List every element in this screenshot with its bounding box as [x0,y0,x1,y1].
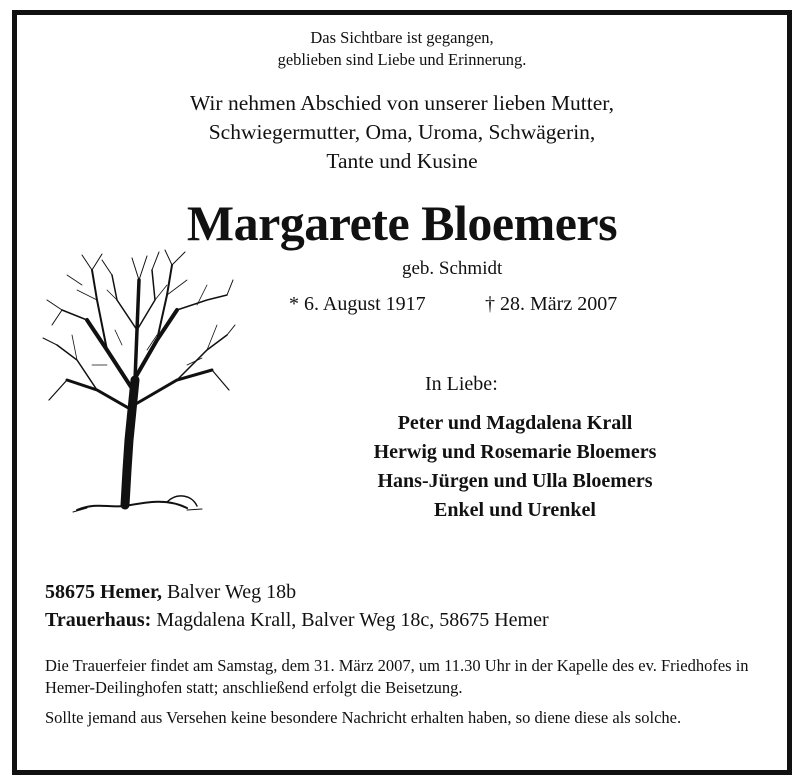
notice-info: Sollte jemand aus Versehen keine besondere Nachricht erhalten haben, so diene diese als solche. [45,708,682,727]
mourners-list [245,409,785,525]
motto-line-2: geblieben sind Liebe und Erinnerung. [277,50,527,69]
trauerhaus-address: Magdalena Krall, Balver Weg 18c, 58675 Hemer [156,609,549,631]
intro-line-3: Tante und Kusine [326,149,478,173]
intro-text [17,89,787,176]
address-street: Balver Weg 18b [167,581,297,603]
intro-line-2: Schwiegermutter, Oma, Uroma, Schwägerin, [208,120,596,144]
bare-tree-icon [37,240,237,530]
mourner-line: Hans-Jürgen und Ulla Bloemers [377,470,653,492]
funeral-info: Die Trauerfeier findet am Samstag, dem 31. März 2007, um 11.30 Uhr in der Kapelle des ev. Friedhofes in Hemer-Deilinghofen statt; anschließend erfolgt die Beisetzung. [45,656,749,697]
birth-date: * 6. August 1917 [289,293,426,315]
love-label: In Liebe: [425,373,498,395]
birth-name: geb. Schmidt [402,258,503,279]
address-line-2 [45,609,549,632]
mourner-line: Enkel und Urenkel [434,499,596,521]
trauerhaus-label: Trauerhaus: [45,609,152,631]
mourner-line: Peter und Magdalena Krall [397,412,633,434]
deceased-name: Margarete Bloemers [186,195,618,251]
obituary-frame [12,10,792,775]
intro-line-1: Wir nehmen Abschied von unserer lieben Mutter, [190,91,614,115]
address-line-1 [45,581,296,604]
death-date: † 28. März 2007 [485,293,618,315]
motto [17,27,787,71]
address-city: 58675 Hemer, [45,581,163,603]
motto-line-1: Das Sichtbare ist gegangen, [310,28,494,47]
mourner-line: Herwig und Rosemarie Bloemers [373,441,657,463]
